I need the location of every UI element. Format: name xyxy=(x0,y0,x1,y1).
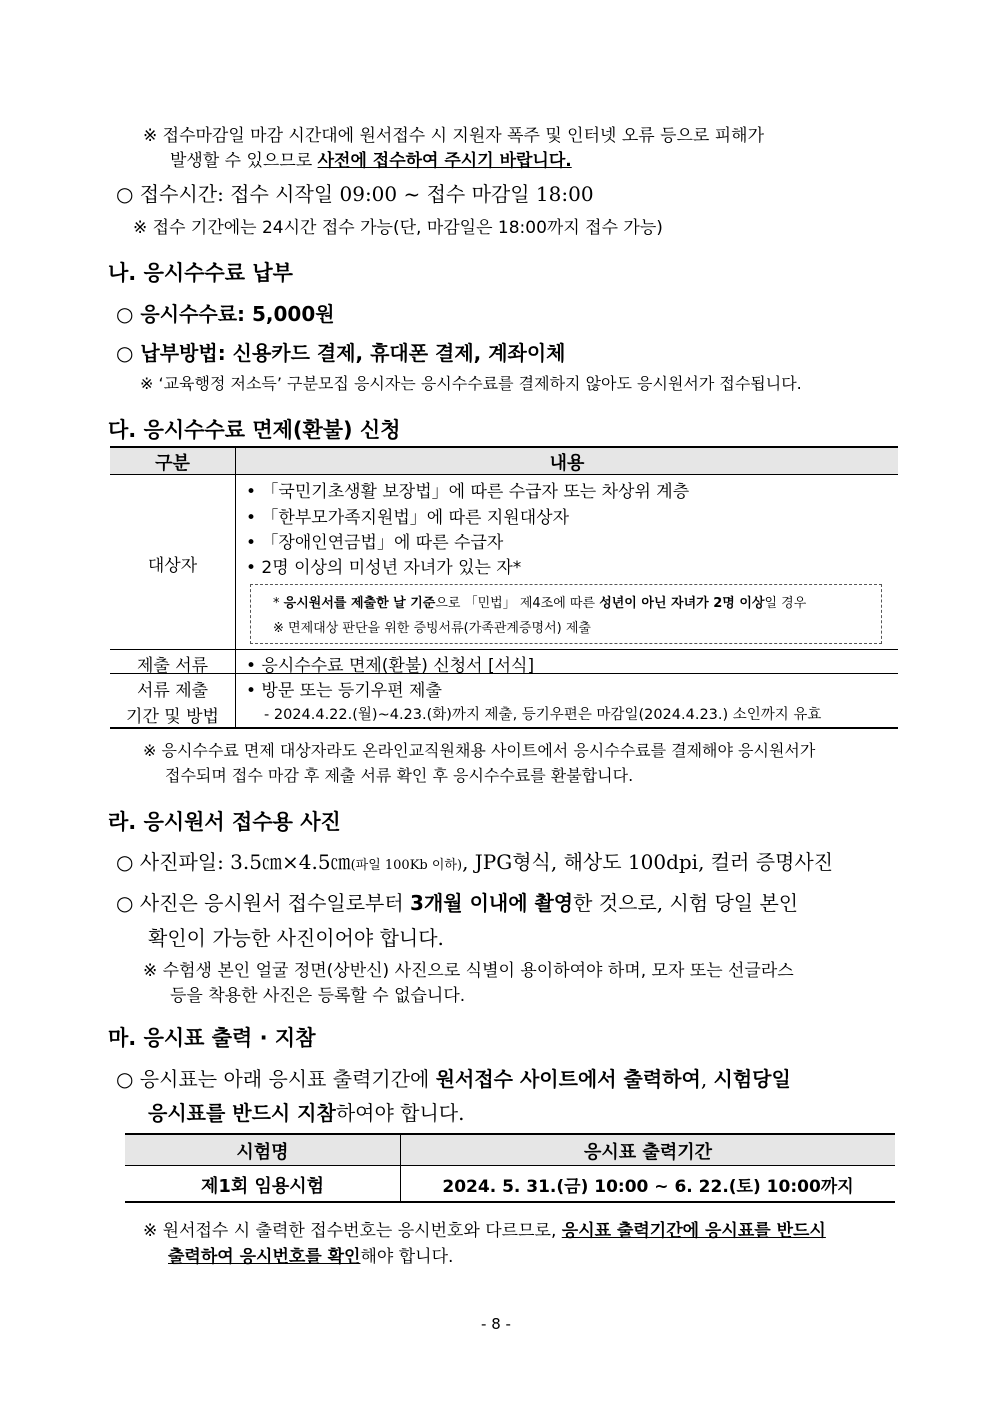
ticket-rule-line2 xyxy=(148,1097,464,1126)
eligible-item: • 「국민기초생활 보장법」에 따른 수급자 또는 차상위 계층 xyxy=(246,482,690,502)
ticket-rule-emphasis: 시험당일 xyxy=(713,1067,791,1091)
table-rule xyxy=(110,649,898,650)
ticket-note-emphasis: 출력하여 응시번호를 확인 xyxy=(168,1247,361,1267)
reception-time-note: ※ 접수 기간에는 24시간 접수 가능(단, 마감일은 18:00까지 접수 가능) xyxy=(133,218,663,238)
table-top-rule xyxy=(110,446,898,448)
ticket-rule-emphasis: 원서접수 사이트에서 출력하여 xyxy=(435,1067,701,1091)
photo-spec-format: , JPG형식, 해상도 100dpi, 컬러 증명사진 xyxy=(462,850,834,874)
photo-spec-filesize: (파일 100Kb 이하) xyxy=(350,858,463,873)
ticket-note-line2 xyxy=(168,1242,453,1267)
ticket-rule-text: ○ 응시표는 아래 응시표 출력기간에 xyxy=(116,1067,436,1091)
period-value-l1: • 방문 또는 등기우편 제출 xyxy=(246,681,442,701)
footnote-line1 xyxy=(273,592,806,611)
photo-rule-line2: 확인이 가능한 사진이어야 합니다. xyxy=(148,926,444,950)
ticket-table xyxy=(125,1133,895,1203)
ticket-rule-text: , xyxy=(700,1067,714,1091)
table-header-rule xyxy=(125,1165,895,1166)
table-header-exam: 시험명 xyxy=(236,1142,289,1163)
photo-note-line1: ※ 수험생 본인 얼굴 정면(상반신) 사진으로 식별이 용이하여야 하며, 모자 또는 선글라스 xyxy=(143,961,794,981)
footnote-emphasis: 응시원서를 제출한 날 기준 xyxy=(283,596,436,611)
photo-note-line2: 등을 착용한 사진은 등록할 수 없습니다. xyxy=(170,986,466,1006)
exam-name: 제1회 임용시험 xyxy=(200,1176,325,1197)
ticket-note-text: 해야 합니다. xyxy=(360,1247,454,1267)
photo-rule-line1 xyxy=(116,887,798,916)
fee-note: ※ ‘교육행정 저소득’ 구분모집 응시자는 응시수수료를 결제하지 않아도 응시원서가 접수됩니다. xyxy=(140,374,802,393)
period-value-l2: - 2024.4.22.(월)~4.23.(화)까지 제출, 등기우편은 마감일(2024.4.23.) 소인까지 유효 xyxy=(264,707,822,723)
section-title-admission-ticket: 마. 응시표 출력 · 지참 xyxy=(108,1026,316,1050)
table-header-period: 응시표 출력기간 xyxy=(584,1142,712,1163)
footnote-emphasis: 성년이 아닌 자녀가 2명 이상 xyxy=(599,596,765,611)
note-deadline-line1: ※ 접수마감일 마감 시간대에 원서접수 시 지원자 폭주 및 인터넷 오류 등으로 피해가 xyxy=(143,126,765,146)
eligible-item: • 2명 이상의 미성년 자녀가 있는 자* xyxy=(246,558,522,578)
note-deadline-line2 xyxy=(170,146,572,171)
ticket-note-line1 xyxy=(143,1216,826,1241)
photo-rule-emphasis: 3개월 이내에 촬영 xyxy=(410,891,574,915)
row-label-documents: 제출 서류 xyxy=(136,656,209,676)
documents-value: • 응시수수료 면제(환불) 신청서 [서식] xyxy=(246,656,535,676)
section-title-fee: 나. 응시수수료 납부 xyxy=(108,261,293,285)
fee-method: ○ 납부방법: 신용카드 결제, 휴대폰 결제, 계좌이체 xyxy=(116,341,566,365)
photo-rule-text: 한 것으로, 시험 당일 본인 xyxy=(573,891,799,915)
row-label-eligible: 대상자 xyxy=(147,556,198,576)
ticket-rule-emphasis: 응시표를 반드시 지참 xyxy=(148,1101,336,1125)
row-label-period-l1: 서류 제출 xyxy=(136,681,209,701)
eligible-item: • 「한부모가족지원법」에 따른 지원대상자 xyxy=(246,508,569,528)
exemption-note-line1: ※ 응시수수료 면제 대상자라도 온라인교직원채용 사이트에서 응시수수료를 결제해야 응시원서가 xyxy=(143,741,816,760)
table-bottom-rule xyxy=(125,1201,895,1203)
ticket-note-emphasis: 응시표 출력기간에 응시표를 반드시 xyxy=(561,1221,826,1241)
footnote-text: 으로 「민법」 제4조에 따른 xyxy=(435,596,600,611)
ticket-rule-line1 xyxy=(116,1063,791,1092)
photo-spec-size: ○ 사진파일: 3.5㎝×4.5㎝ xyxy=(116,850,351,874)
footnote-text: 일 경우 xyxy=(764,596,807,611)
table-header-content: 내용 xyxy=(549,453,585,474)
fee-amount: ○ 응시수수료: 5,000원 xyxy=(116,302,335,326)
exemption-note-line2: 접수되며 접수 마감 후 제출 서류 확인 후 응시수수료를 환불합니다. xyxy=(165,766,634,785)
reception-time: ○ 접수시간: 접수 시작일 09:00 ~ 접수 마감일 18:00 xyxy=(116,182,594,206)
eligible-item: • 「장애인연금법」에 따른 수급자 xyxy=(246,533,504,553)
section-title-photo: 라. 응시원서 접수용 사진 xyxy=(108,810,341,834)
footnote-mark: * xyxy=(273,596,284,611)
row-label-period-l2: 기간 및 방법 xyxy=(126,707,219,727)
table-bottom-rule xyxy=(110,727,898,729)
photo-rule-text: ○ 사진은 응시원서 접수일로부터 xyxy=(116,891,411,915)
photo-spec xyxy=(116,846,833,875)
footnote-line2: ※ 면제대상 판단을 위한 증빙서류(가족관계증명서) 제출 xyxy=(273,621,591,636)
table-col-divider xyxy=(235,446,236,727)
ticket-rule-text: 하여야 합니다. xyxy=(335,1101,465,1125)
note-deadline-emphasis: 사전에 접수하여 주시기 바랍니다. xyxy=(317,151,572,171)
page-number: - 8 - xyxy=(481,1315,511,1333)
section-title-exemption: 다. 응시수수료 면제(환불) 신청 xyxy=(108,418,401,442)
ticket-note-text: ※ 원서접수 시 출력한 접수번호는 응시번호와 다르므로, xyxy=(143,1221,562,1241)
print-period: 2024. 5. 31.(금) 10:00 ~ 6. 22.(토) 10:00까지 xyxy=(442,1177,854,1197)
table-header-category: 구분 xyxy=(155,453,190,474)
table-top-rule xyxy=(125,1133,895,1135)
footnote-box xyxy=(250,584,882,644)
note-deadline-text: 발생할 수 있으므로 xyxy=(170,151,318,171)
